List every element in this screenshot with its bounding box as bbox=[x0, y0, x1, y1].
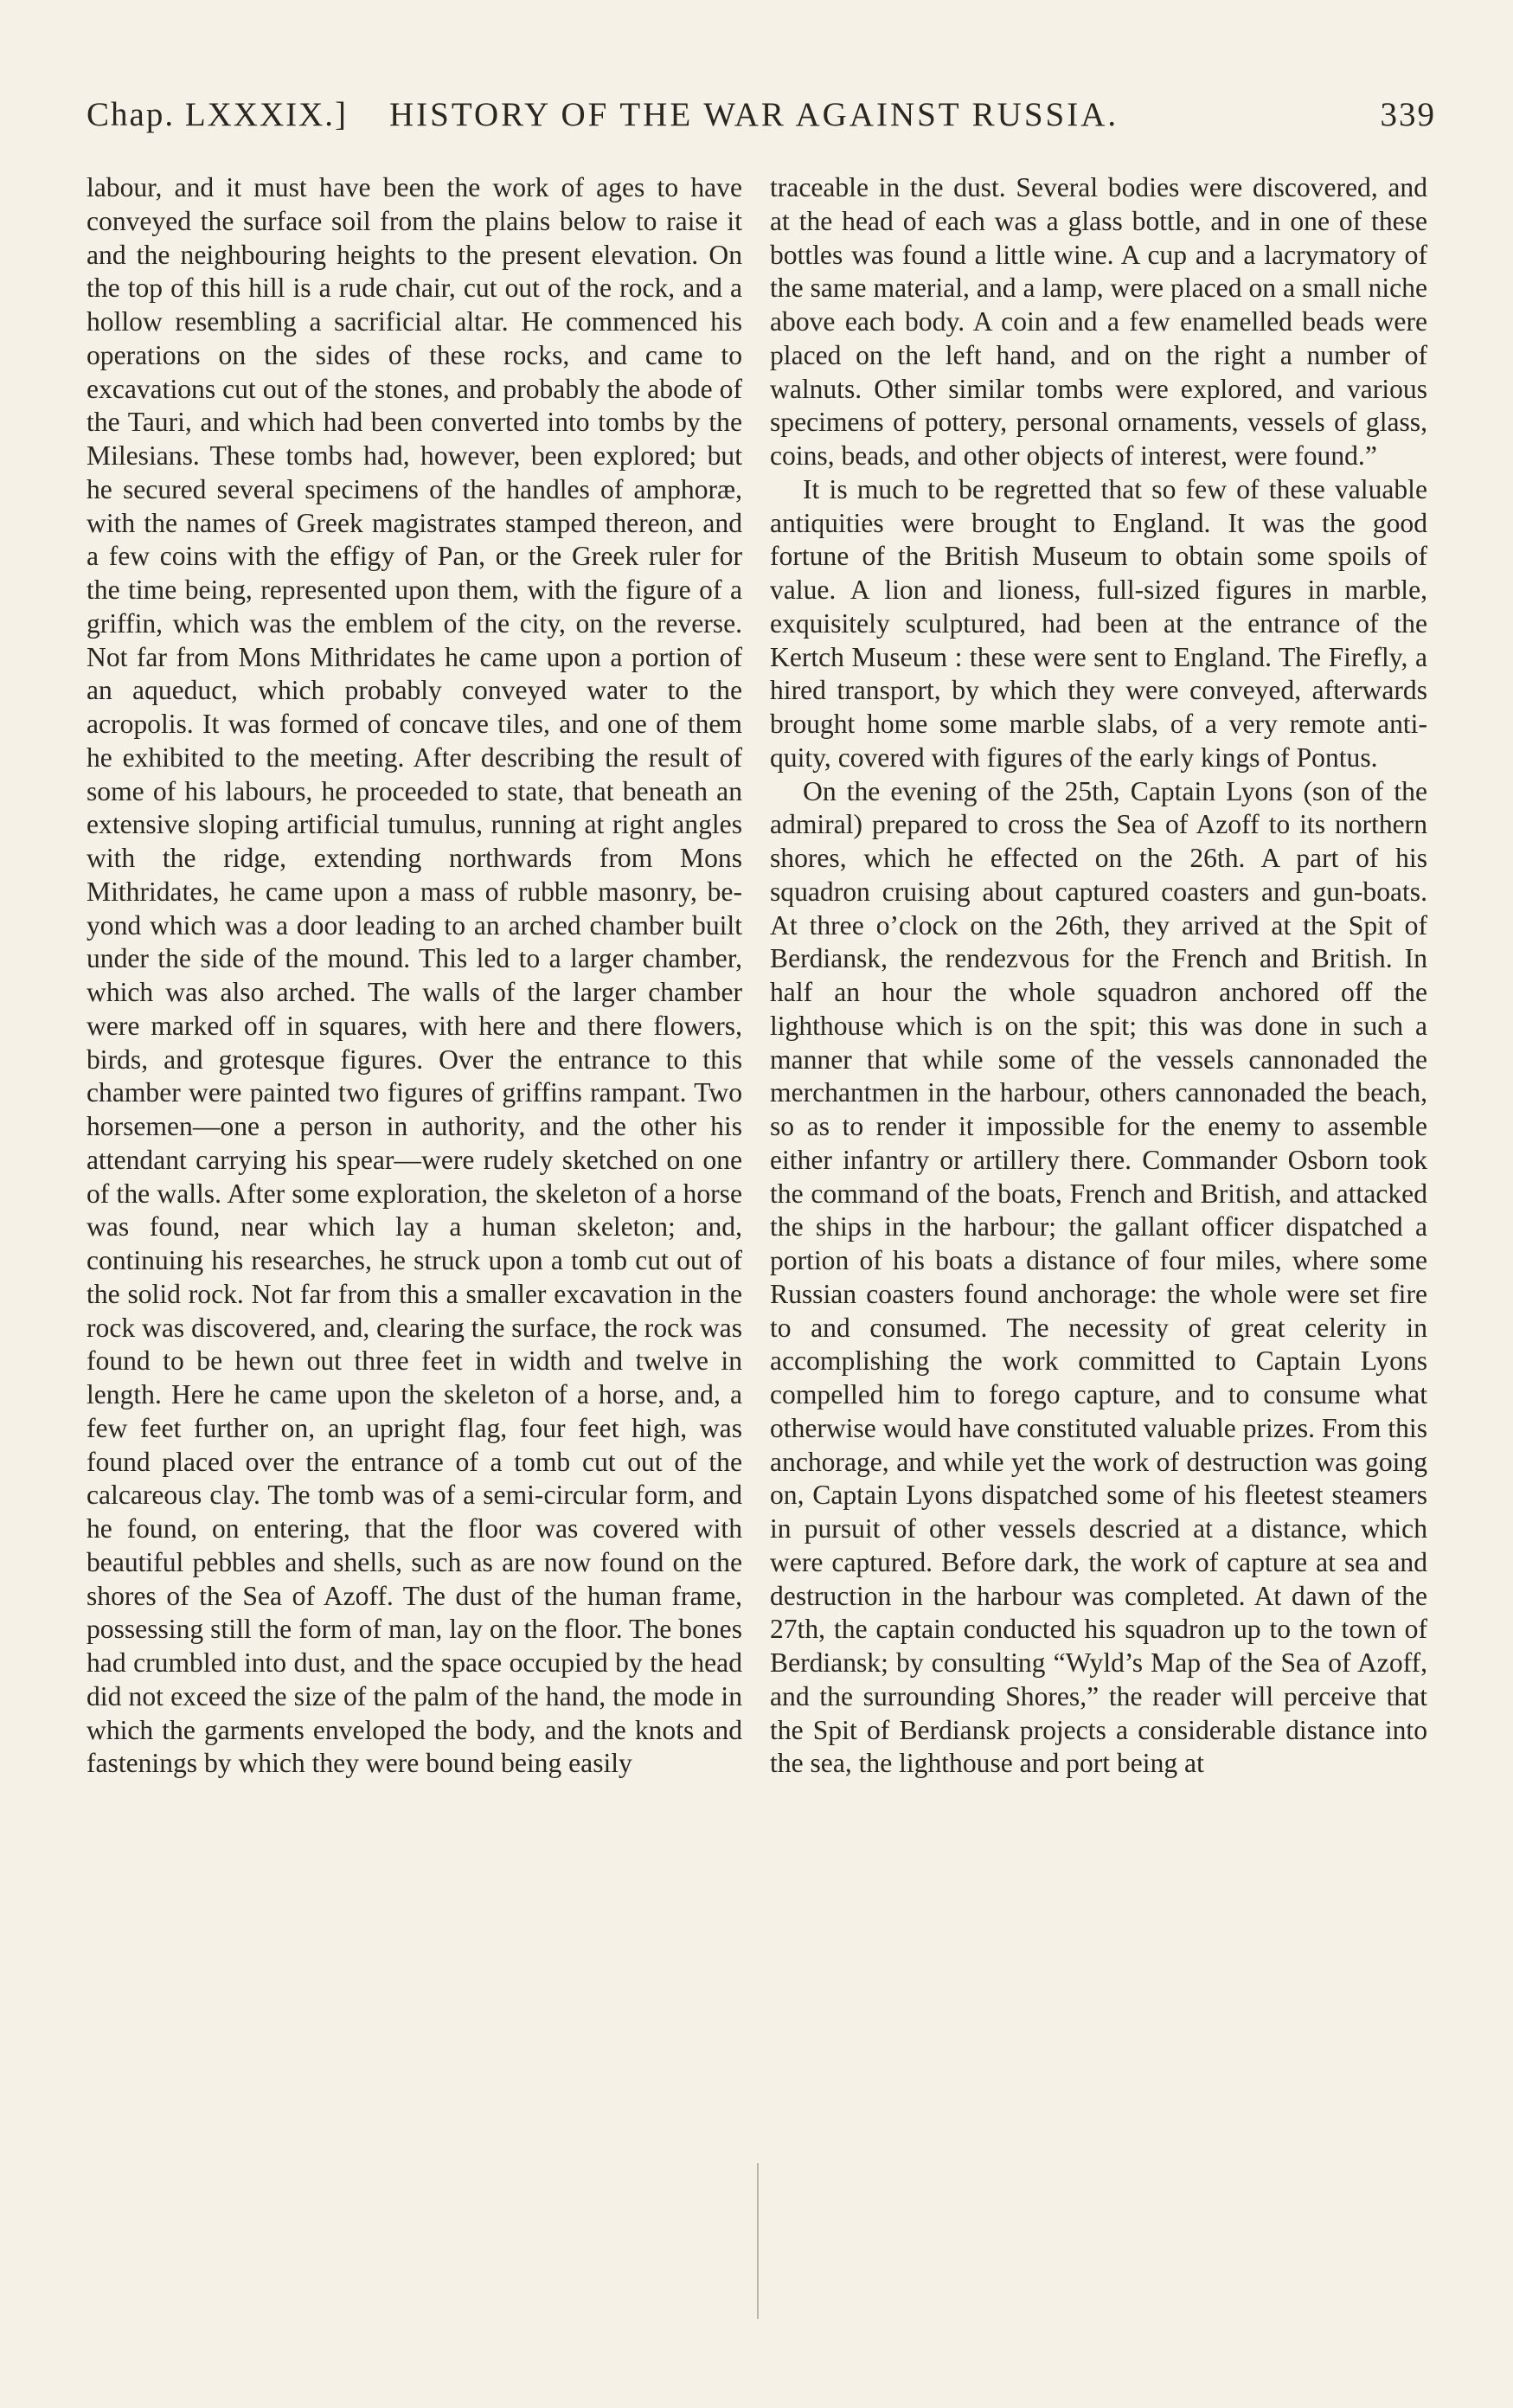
paragraph: traceable in the dust. Several bodies were discovered, and at the head of each was a glass bottle, and in one of these bottles was found a little wine. A cup and a lacrymatory of the same material, and a lamp, were placed on a small niche above each body. A coin and a few enamelled beads were placed on the left hand, and on the right a number of walnuts. Other similar tombs were explored, and various specimens of pottery, personal ornaments, vessels of glass, coins, beads, and other objects of interest, were found.” bbox=[770, 172, 1427, 471]
chapter-label: Chap. LXXXIX.] bbox=[87, 96, 349, 133]
paragraph: It is much to be regretted that so few of these valuable antiquities were brought to England. It was the good fortune of the British Museum to obtain some spoils of value. A lion and lioness, full-sized figures in marble, exquisitely sculptured, had been at the entrance of the Kertch Museum : these were sent to England. The Firefly, a hired transport, by which they were conveyed, afterwards brought home some marble slabs, of a very remote antiquity, covered with figures of the early kings of Pontus. bbox=[770, 473, 1427, 773]
paragraph: labour, and it must have been the work of ages to have conveyed the surface soil from the plains below to raise it and the neighbouring heights to the present elevation. On the top of this hill is a rude chair, cut out of the rock, and a hollow resembling a sacrificial altar. He commenced his operations on the sides of these rocks, and came to excavations cut out of the stones, and probably the abode of the Tauri, and which had been converted into tombs by the Milesians. These tombs had, however, been explored; but he secured several specimens of the handles of amphoræ, with the names of Greek magistrates stamped thereon, and a few coins with the effigy of Pan, or the Greek ruler for the time being, represented upon them, with the figure of a griffin, which was the emblem of the city, on the reverse. Not far from Mons Mithridates he came upon a portion of an aqueduct, which probably conveyed water to the acropolis. It was formed of concave tiles, and one of them he exhibited to the meeting. After describing the result of some of his labours, he proceeded to state, that beneath an extensive sloping artificial tumulus, running at right angles with the ridge, extending northwards from Mons Mithridates, he came upon a mass of rubble masonry, beyond which was a door leading to an arched chamber built under the side of the mound. This led to a larger chamber, which was also arched. The walls of the larger chamber were marked off in squares, with here and there flowers, birds, and grotesque figures. Over the entrance to this chamber were painted two figures of griffins rampant. Two horsemen—one a person in authority, and the other his attendant carrying his spear—were rudely sketched on one of the walls. After some exploration, the skeleton of a horse was found, near which lay a human skeleton; and, continuing his researches, he struck upon a tomb cut out of the solid rock. Not far from this a smaller excavation in the rock was discovered, and, clearing the surface, the rock was found to be hewn out three feet in width and twelve in length. Here he came upon the skeleton of a horse, and, a few feet further on, an upright flag, four feet high, was found placed over the entrance of a tomb cut out of the calcareous clay. The tomb was of a semi-circular form, and he found, on entering, that the floor was covered with beautiful pebbles and shells, such as are now found on the shores of the Sea of Azoff. The dust of the human frame, possessing still the form of man, lay on the floor. The bones had crumbled into dust, and the space occupied by the head did not exceed the size of the palm of the hand, the mode in which the garments enveloped the body, and the knots and fastenings by which they were bound being easily bbox=[87, 172, 742, 1779]
right-column bbox=[770, 171, 1427, 1781]
column-divider bbox=[757, 2163, 759, 2319]
running-title: HISTORY OF THE WAR AGAINST RUSSIA. bbox=[389, 96, 1119, 133]
paragraph: On the evening of the 25th, Captain Lyons (son of the admiral) prepared to cross the Sea of Azoff to its northern shores, which he effected on the 26th. A part of his squadron cruising about captured coasters and gun-boats. At three o’clock on the 26th, they arrived at the Spit of Berdiansk, the rendezvous for the French and British. In half an hour the whole squadron anchored off the lighthouse which is on the spit; this was done in such a manner that while some of the vessels cannonaded the merchantmen in the harbour, others cannonaded the beach, so as to render it impossible for the enemy to assemble either infantry or artillery there. Commander Osborn took the command of the boats, French and British, and attacked the ships in the harbour; the gallant officer dispatched a portion of his boats a distance of four miles, where some Russian coasters found anchorage: the whole were set fire to and consumed. The necessity of great celerity in accomplishing the work committed to Captain Lyons compelled him to forego capture, and to consume what otherwise would have constituted valuable prizes. From this anchorage, and while yet the work of destruction was going on, Captain Lyons dispatched some of his fleetest steamers in pursuit of other vessels descried at a distance, which were captured. Before dark, the work of capture at sea and destruction in the harbour was completed. At dawn of the 27th, the captain conducted his squadron up to the town of Berdiansk; by consulting “Wyld’s Map of the Sea of Azoff, and the surrounding Shores,” the reader will perceive that the Spit of Berdiansk projects a considerable distance into the sea, the lighthouse and port being at bbox=[770, 775, 1427, 1779]
running-header bbox=[87, 95, 1436, 147]
left-column bbox=[87, 171, 742, 1781]
page-number: 339 bbox=[1380, 96, 1436, 133]
